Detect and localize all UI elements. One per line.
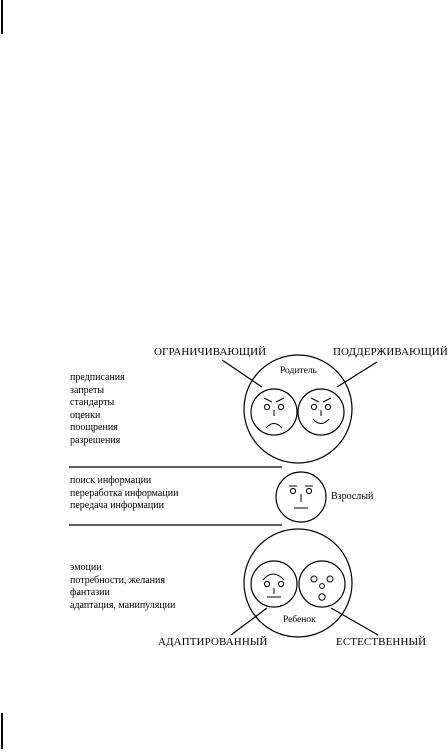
list-item: поощрения xyxy=(70,422,118,434)
list-item: поиск информации xyxy=(70,475,152,486)
child-left-connector xyxy=(231,608,267,635)
parent-functions-list xyxy=(70,372,125,448)
child-functions-list xyxy=(70,562,175,612)
list-item: эмоции xyxy=(70,562,102,573)
parent-left-connector xyxy=(222,360,262,387)
list-item: стандарты xyxy=(70,397,115,409)
list-item: запреты xyxy=(70,384,105,396)
list-item: оценки xyxy=(70,409,101,421)
supportive-face-features xyxy=(311,398,331,424)
list-item: передача информации xyxy=(70,500,164,512)
child-adapted-face xyxy=(251,561,297,607)
parent-right-connector xyxy=(337,362,377,387)
list-item: потребности, желания xyxy=(70,574,165,586)
adult-label: Взрослый xyxy=(331,491,374,502)
natural-child-face-features xyxy=(311,576,333,600)
list-item: адаптация, манипуляции xyxy=(70,599,176,611)
list-item: разрешения xyxy=(70,434,121,446)
parent-supportive-caption: ПОДДЕРЖИВАЮЩИЙ xyxy=(333,346,448,358)
parent-label: Родитель xyxy=(280,366,317,376)
adult-functions-list xyxy=(70,475,178,513)
child-natural-caption: ЕСТЕСТВЕННЫЙ xyxy=(336,636,427,648)
child-label: Ребенок xyxy=(283,615,316,625)
adapted-child-face-features xyxy=(263,574,284,597)
adult-face-features xyxy=(289,486,313,508)
list-item: предписания xyxy=(70,372,125,383)
child-adapted-caption: АДАПТИРОВАННЫЙ xyxy=(158,636,268,648)
list-item: фантазии xyxy=(70,587,110,599)
list-item: переработка информации xyxy=(70,487,179,499)
parent-restrictive-caption: ОГРАНИЧИВАЮЩИЙ xyxy=(154,346,267,358)
child-right-connector xyxy=(331,608,378,635)
restrictive-face-features xyxy=(264,398,284,428)
